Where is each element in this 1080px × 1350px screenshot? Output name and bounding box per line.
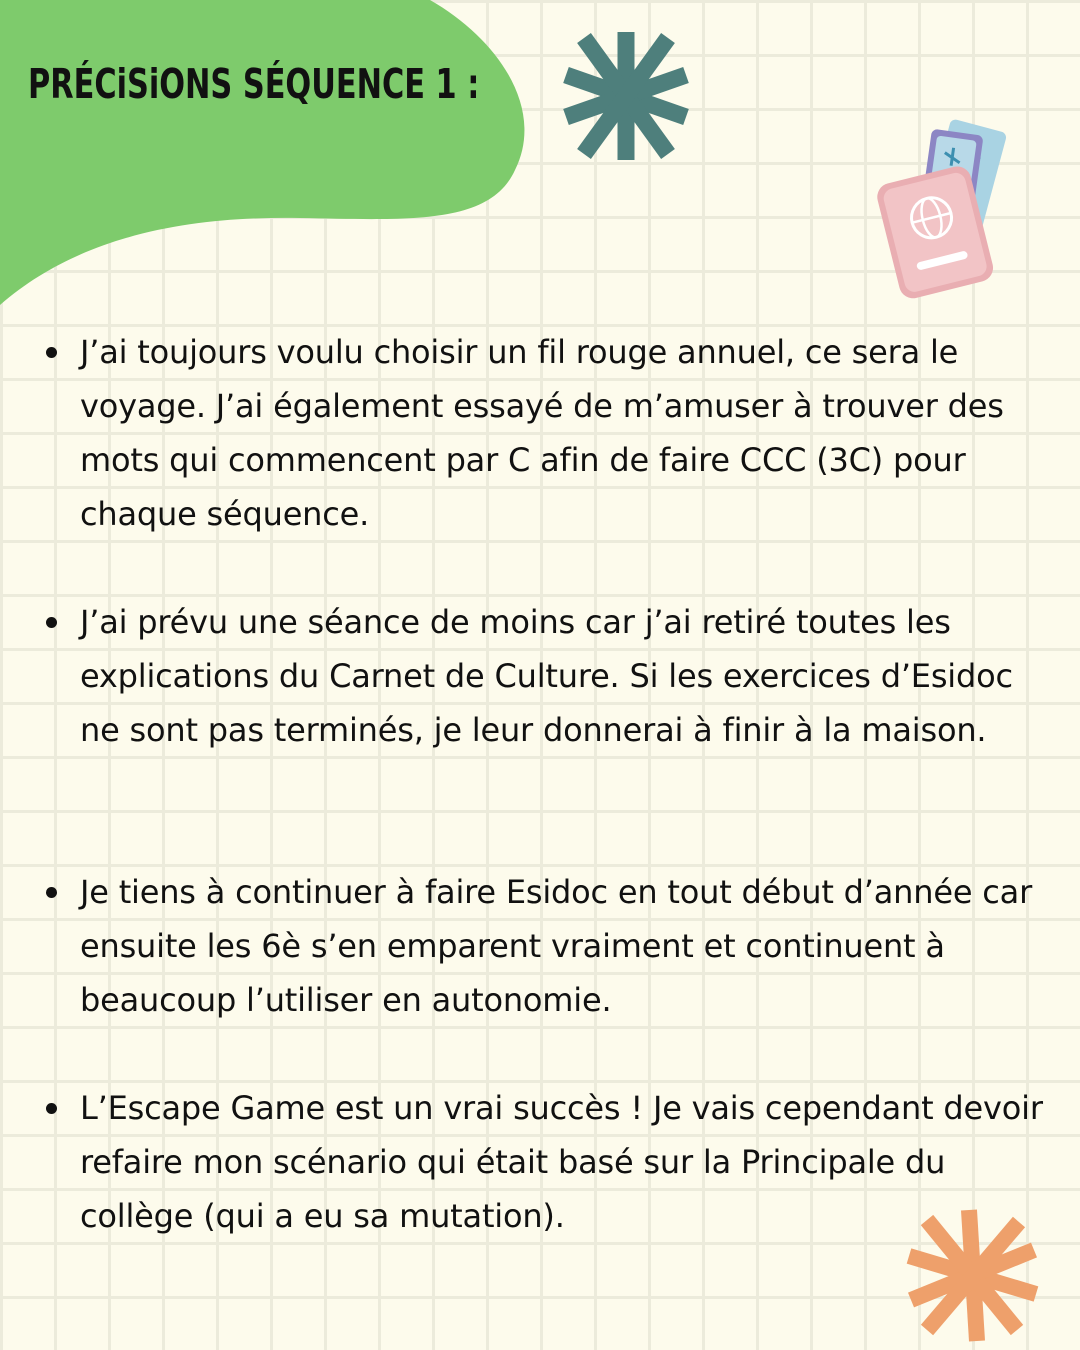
bullet-text: J’ai prévu une séance de moins car j’ai retiré toutes les explications du Carnet de Culture. Si les exercices d’Esidoc ne sont pas terminés, je leur donnerai à finir à la maison. — [80, 603, 1013, 749]
bullet-text: J’ai toujours voulu choisir un fil rouge annuel, ce sera le voyage. J’ai également essayé de m’amuser à trouver des mots qui commencent par C afin de faire CCC (3C) pour chaque séquence. — [80, 333, 1004, 533]
bullet-dot — [46, 347, 57, 358]
passport-tickets-icon — [872, 118, 1017, 303]
bullet-text: L’Escape Game est un vrai succès ! Je vais cependant devoir refaire mon scénario qui était basé sur la Principale du collège (qui a eu sa mutation). — [80, 1089, 1043, 1235]
bullet-dot — [46, 887, 57, 898]
page-title: PRÉCiSiONS SÉQUENCE 1 : — [28, 60, 480, 108]
header-blob — [0, 0, 540, 320]
bullet-dot — [46, 1103, 57, 1114]
bullet-dot — [46, 617, 57, 628]
bullet-text: Je tiens à continuer à faire Esidoc en tout début d’année car ensuite les 6è s’en emparent vraiment et continuent à beaucoup l’utiliser en autonomie. — [80, 873, 1033, 1019]
asterisk-icon — [560, 30, 692, 162]
